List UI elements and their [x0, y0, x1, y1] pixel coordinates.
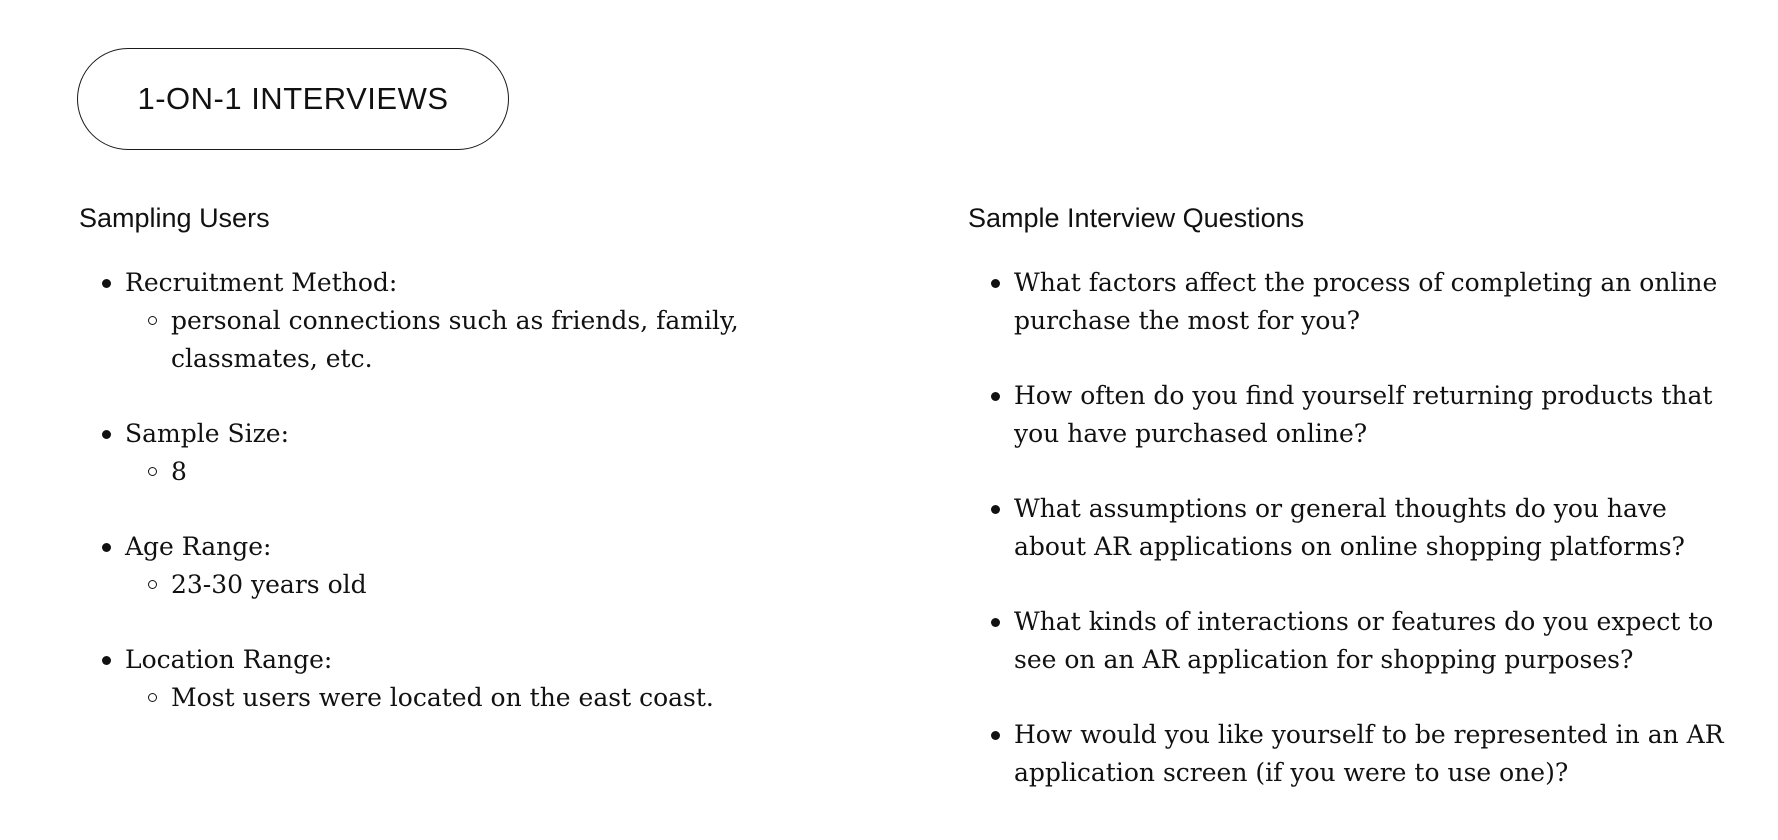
sampling-users-list [79, 264, 839, 717]
question-item: How would you like yourself to be represented in an AR application screen (if you were to use one)? [968, 716, 1728, 792]
list-item-label: Recruitment Method: [125, 268, 398, 297]
question-item: What kinds of interactions or features do you expect to see on an AR application for shopping purposes? [968, 603, 1728, 679]
sampling-users-title: Sampling Users [79, 203, 270, 233]
question-item: What factors affect the process of completing an online purchase the most for you? [968, 264, 1728, 340]
list-item-label: Age Range: [125, 532, 272, 561]
interview-questions-title: Sample Interview Questions [968, 203, 1305, 233]
question-item: How often do you find yourself returning products that you have purchased online? [968, 377, 1728, 453]
question-item: What assumptions or general thoughts do you have about AR applications on online shopping platforms? [968, 490, 1728, 566]
list-item-detail: Most users were located on the east coast. [79, 679, 839, 717]
list-item-recruitment-method [79, 264, 839, 378]
list-item-age-range [79, 528, 839, 604]
list-item-location-range [79, 641, 839, 717]
list-item-label: Sample Size: [125, 419, 289, 448]
section-header-pill [77, 48, 509, 150]
list-item-detail: 23-30 years old [79, 566, 839, 604]
interview-questions-list [968, 264, 1728, 792]
list-item-sample-size [79, 415, 839, 491]
list-item-detail: personal connections such as friends, family, classmates, etc. [79, 302, 839, 378]
sampling-users-column [79, 198, 839, 754]
page-title: 1-ON-1 INTERVIEWS [137, 81, 449, 116]
list-item-detail: 8 [79, 453, 839, 491]
interview-questions-column [968, 198, 1728, 829]
list-item-label: Location Range: [125, 645, 333, 674]
